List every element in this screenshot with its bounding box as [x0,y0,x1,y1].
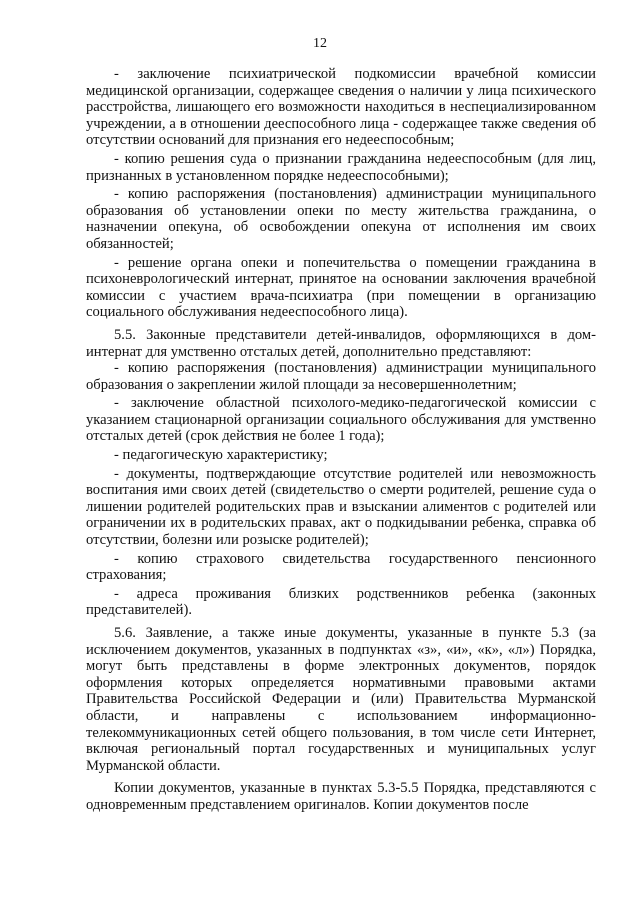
paragraph-section-5-6: 5.6. Заявление, а также иные документы, указанные в пункте 5.3 (за исключением документов, указанных в подпунктах «з», «и», «к», «л») Порядка, могут быть представлены в форме электронных документов, порядок оформления которых определяется нормативными правовыми актами Правительства Российской Федерации и (или) Правительства Мурманской области, и направлены с использованием информационно-телекоммуникационных сетей общего пользования, в том числе сети Интернет, включая региональный портал государственных и муниципальных услуг Мурманской области. [86,625,596,774]
paragraph-document-copies: Копии документов, указанные в пунктах 5.3-5.5 Порядка, представляются с одновременным представлением оригиналов. Копии документов после [86,780,596,813]
paragraph-court-decision-copy: - копию решения суда о признании гражданина недееспособным (для лиц, признанных в установленном порядке недееспособными); [86,150,596,184]
page-number: 12 [313,36,327,51]
paragraph-housing-order-copy: - копию распоряжения (постановления) администрации муниципального образования о закреплении жилой площади за несовершеннолетним; [86,360,596,393]
document-body [86,66,596,814]
paragraph-guardianship-authority-decision: - решение органа опеки и попечительства о помещении гражданина в психоневрологический интернат, принятое на основании заключения врачебной комиссии с участием врача-психиатра (при помещении в организацию социального обслуживания недееспособного лица). [86,254,596,321]
paragraph-psychiatric-conclusion: - заключение психиатрической подкомиссии врачебной комиссии медицинской организации, содержащее сведения о наличии у лица психического расстройства, лишающего его возможности находиться в неспециализированном учреждении, а в отношении дееспособного лица - содержащее также сведения об отсутствии оснований для признания его недееспособным; [86,66,596,149]
paragraph-pension-insurance-copy: - копию страхового свидетельства государственного пенсионного страхования; [86,550,596,584]
paragraph-absence-of-parents-documents: - документы, подтверждающие отсутствие родителей или невозможность воспитания ими своих детей (свидетельство о смерти родителей, решение суда о лишении родителей родительских прав и взыскании алиментов с родителей или ограничении их в родительских правах, акт о подкидывании ребенка, справка об отсутствии, болезни или розыске родителей); [86,465,596,549]
paragraph-guardianship-order-copy: - копию распоряжения (постановления) администрации муниципального образования об установлении опеки по месту жительства гражданина, о назначении опекуна, об освобождении опекуна от исполнения им своих обязанностей; [86,186,596,252]
paragraph-pedagogical-characteristic: - педагогическую характеристику; [114,447,328,464]
paragraph-relatives-addresses: - адреса проживания близких родственников ребенка (законных представителей). [86,585,596,619]
paragraph-pmpk-conclusion: - заключение областной психолого-медико-педагогической комиссии с указанием стационарной организации социального обслуживания для умственно отсталых детей (срок действия не более 1 года); [86,395,596,445]
paragraph-section-5-5: 5.5. Законные представители детей-инвалидов, оформляющихся в дом-интернат для умственно отсталых детей, дополнительно представляют: [86,326,596,360]
